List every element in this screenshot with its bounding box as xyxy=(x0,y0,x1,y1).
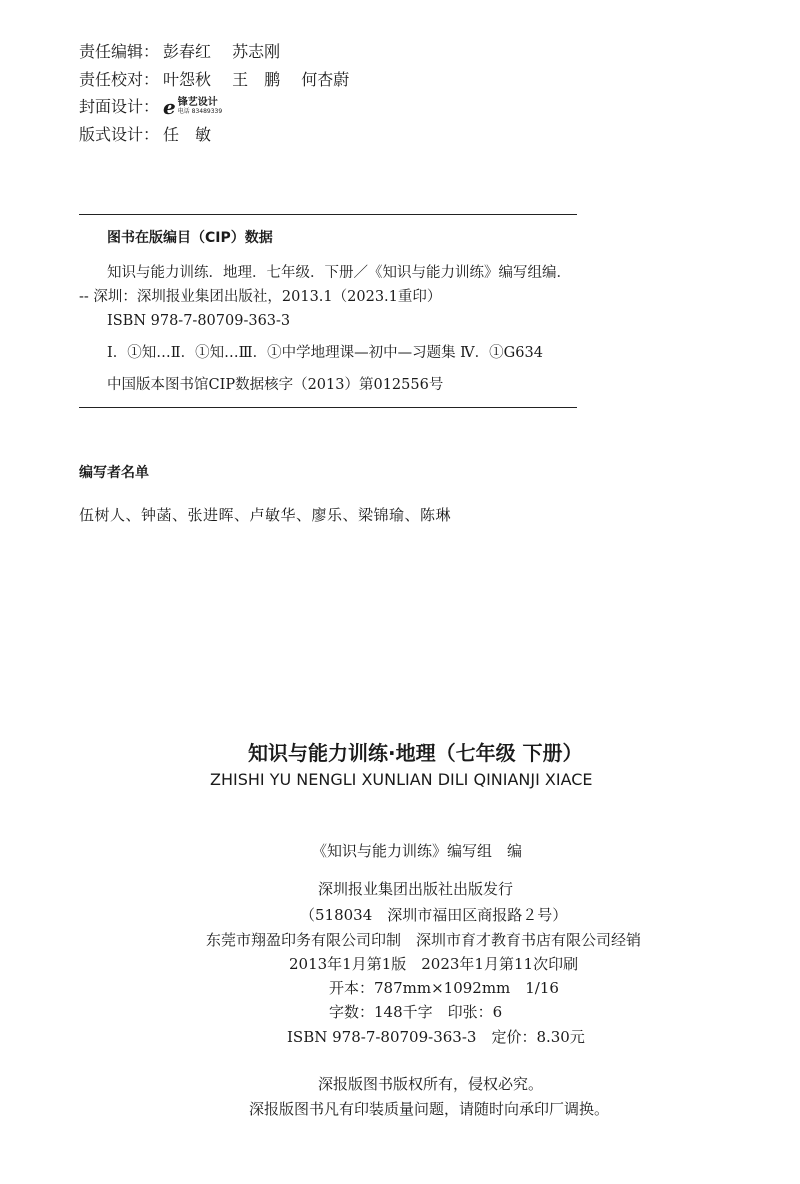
brand-mark-icon: e xyxy=(163,94,176,119)
imprint-quality-note: 深报版图书凡有印装质量问题，请随时向承印厂调换。 xyxy=(249,1100,610,1118)
logo-phone: 电话 83489339 xyxy=(177,107,223,115)
proofreader-label: 责任校对： xyxy=(79,69,160,89)
proofreader-row xyxy=(79,66,365,94)
cip-approval: 中国版本图书馆CIP数据核字（2013）第012556号 xyxy=(107,377,444,393)
imprint-edition: 2013年1月第1版 2023年1月第11次印刷 xyxy=(289,955,579,973)
cip-isbn: ISBN 978-7-80709-363-3 xyxy=(107,313,291,329)
editor-row xyxy=(79,38,365,66)
editor-label: 责任编辑： xyxy=(79,42,160,61)
cip-title: 图书在版编目（CIP）数据 xyxy=(107,230,273,246)
cover-design-label: 封面设计： xyxy=(79,97,160,116)
writers-list: 伍树人、钟菡、张进晖、卢敏华、廖乐、梁锦瑜、陈琳 xyxy=(79,506,452,524)
cip-line: 知识与能力训练．地理．七年级．下册／《知识与能力训练》编写组编． xyxy=(107,265,571,281)
imprint-address: （518034 深圳市福田区商报路２号） xyxy=(300,906,568,924)
logo-text: 锋艺设计 xyxy=(177,96,218,108)
editor-name: 彭春红 xyxy=(163,42,212,61)
layout-design-label: 版式设计： xyxy=(79,124,160,144)
layout-design-row xyxy=(79,121,365,149)
imprint-printer-distributor: 东莞市翔盈印务有限公司印制 深圳市育才教育书店有限公司经销 xyxy=(206,931,642,949)
proofreader-name: 叶怨秋 xyxy=(163,69,212,89)
imprint-format: 开本：787mm×1092mm 1/16 xyxy=(329,979,559,997)
book-title-pinyin: ZHISHI YU NENGLI XUNLIAN DILI QINIANJI XIACE xyxy=(210,770,593,789)
editor-names xyxy=(163,38,296,66)
book-title: 知识与能力训练·地理（七年级 下册） xyxy=(248,741,583,765)
editor-name: 苏志刚 xyxy=(232,42,281,61)
imprint-wordcount: 字数：148千字 印张：6 xyxy=(329,1003,503,1021)
cover-design-row xyxy=(79,93,365,121)
imprint-publisher: 深圳报业集团出版社出版发行 xyxy=(318,880,514,898)
writers-title: 编写者名单 xyxy=(79,465,149,481)
writers-block xyxy=(79,462,451,525)
proofreader-name: 何杏蔚 xyxy=(301,69,350,89)
cip-line: -- 深圳：深圳报业集团出版社，2013.1（2023.1重印） xyxy=(79,289,442,305)
proofreader-names xyxy=(163,66,365,94)
imprint-copyright: 深报版图书版权所有，侵权必究。 xyxy=(318,1075,544,1093)
cip-bottom-rule xyxy=(79,407,577,408)
proofreader-name: 王 鹏 xyxy=(232,69,281,89)
credits-block xyxy=(79,38,365,148)
imprint-compiler: 《知识与能力训练》编写组 编 xyxy=(312,842,523,860)
layout-designer-name: 任 敏 xyxy=(163,124,212,144)
cip-data-block xyxy=(79,214,577,408)
cip-classification: Ⅰ．①知…Ⅱ．①知…Ⅲ．①中学地理课—初中—习题集 Ⅳ．①G634 xyxy=(107,345,543,361)
imprint-isbn-price: ISBN 978-7-80709-363-3 定价：8.30元 xyxy=(287,1028,585,1046)
cover-design-logo xyxy=(163,93,222,121)
